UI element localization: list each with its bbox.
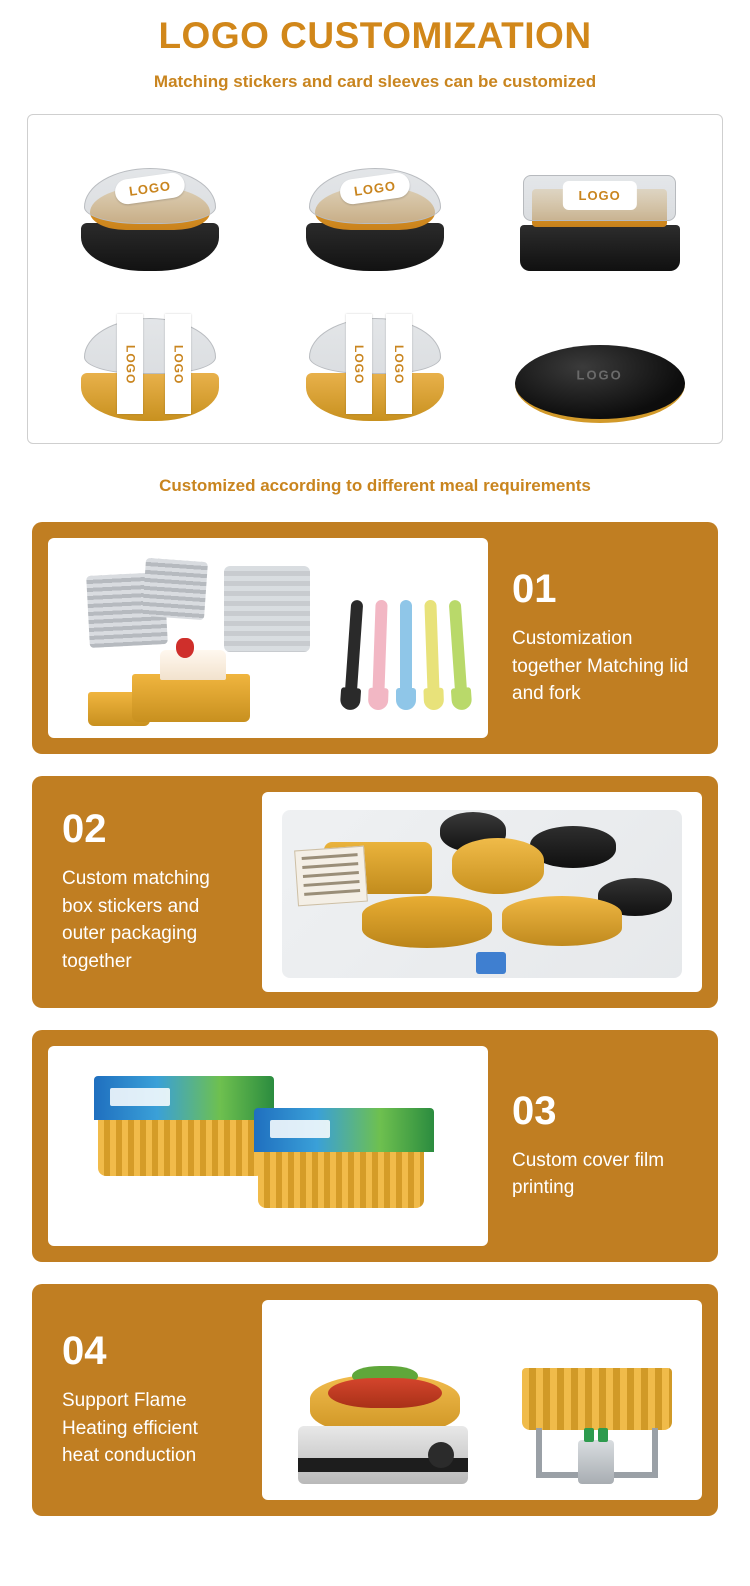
gold-container-icon bbox=[362, 896, 492, 948]
logo-sticker: LOGO bbox=[114, 172, 187, 207]
logo-embossed: LOGO bbox=[576, 367, 623, 383]
card-sleeve-left: LOGO bbox=[117, 314, 143, 414]
bowl-base bbox=[81, 373, 219, 421]
feature-card-03-number: 03 bbox=[512, 1088, 557, 1133]
logo-sticker: LOGO bbox=[338, 172, 411, 207]
gold-pan bbox=[258, 1146, 424, 1208]
trays-lids-and-forks-photo bbox=[48, 538, 488, 738]
feature-card-04 bbox=[32, 1284, 718, 1516]
showcase-item-silver-square-bowl-sleeve bbox=[50, 288, 250, 423]
sealed-gold-trays-printed-film-photo bbox=[48, 1046, 488, 1246]
portable-gas-stove-icon bbox=[298, 1426, 468, 1484]
bulk-packaged-containers-photo bbox=[262, 792, 702, 992]
feature-card-03 bbox=[32, 1030, 718, 1262]
product-illustration bbox=[75, 168, 225, 273]
fuel-cap-icon bbox=[584, 1428, 594, 1442]
fork-yellow-icon bbox=[424, 600, 439, 696]
photo-art bbox=[48, 1046, 488, 1246]
feature-card-04-number: 04 bbox=[62, 1329, 107, 1374]
lid-disc bbox=[515, 345, 685, 423]
showcase-item-black-rectangular-box bbox=[500, 138, 700, 273]
product-illustration bbox=[75, 318, 225, 423]
product-illustration bbox=[300, 168, 450, 273]
feature-card-04-description: Support Flame Heating efficient heat conduction bbox=[62, 1390, 198, 1467]
sealed-tray-icon bbox=[254, 1108, 434, 1212]
fuel-cap-icon bbox=[598, 1428, 608, 1442]
showcase-item-black-round-lid-top-view bbox=[500, 288, 700, 423]
fork-black-icon bbox=[345, 600, 364, 697]
feature-card-02-description: Custom matching box stickers and outer packaging together bbox=[62, 868, 210, 972]
feature-card-01 bbox=[32, 522, 718, 754]
logo-sticker: LOGO bbox=[563, 181, 637, 210]
showcase-item-gold-square-bowl-sleeve bbox=[275, 288, 475, 423]
fuel-canister-icon bbox=[578, 1440, 614, 1484]
card-sleeve-left: LOGO bbox=[346, 314, 372, 414]
page-title: LOGO CUSTOMIZATION bbox=[158, 15, 592, 56]
feature-card-02-text bbox=[48, 809, 248, 975]
feature-card-04-text bbox=[48, 1331, 248, 1470]
gold-container-icon bbox=[452, 838, 544, 894]
product-detail-page bbox=[0, 14, 750, 1586]
bowl-base bbox=[306, 373, 444, 421]
product-illustration bbox=[520, 173, 680, 273]
clear-lid-stack-icon bbox=[224, 566, 310, 652]
feature-cards bbox=[0, 522, 750, 1516]
showcase-row-bottom bbox=[38, 283, 712, 423]
sealed-tray-icon bbox=[94, 1076, 274, 1180]
crayfish-food bbox=[328, 1378, 442, 1408]
gold-pan bbox=[98, 1114, 264, 1176]
logo-showcase-panel bbox=[27, 114, 723, 444]
feature-card-01-description: Customization together Matching lid and fork bbox=[512, 628, 689, 705]
photo-art bbox=[262, 1300, 702, 1500]
showcase-item-black-round-bowl-gold-insert bbox=[50, 138, 250, 273]
showcase-row-top bbox=[38, 133, 712, 273]
feature-card-01-number: 01 bbox=[512, 567, 557, 612]
gold-tray-icon bbox=[132, 674, 250, 722]
dessert-icon bbox=[160, 650, 226, 680]
printed-cover-film bbox=[254, 1108, 434, 1152]
feature-card-02 bbox=[32, 776, 718, 1008]
flame-heating-stove-and-chafer-photo bbox=[262, 1300, 702, 1500]
product-illustration bbox=[300, 318, 450, 423]
feature-card-03-description: Custom cover film printing bbox=[512, 1149, 665, 1199]
photo-art bbox=[262, 792, 702, 992]
clear-lid bbox=[84, 318, 216, 374]
foil-chafing-tray-icon bbox=[522, 1368, 672, 1430]
fork-blue-icon bbox=[400, 600, 412, 696]
blue-sticker-icon bbox=[476, 952, 506, 974]
section-caption: Customized according to different meal requirements bbox=[159, 476, 591, 496]
clear-lid bbox=[309, 318, 441, 374]
feature-card-03-text bbox=[502, 1088, 702, 1202]
product-illustration bbox=[515, 345, 685, 423]
bowl-base bbox=[81, 223, 219, 271]
printed-cover-film bbox=[94, 1076, 274, 1120]
printed-label-icon bbox=[294, 846, 368, 907]
card-sleeve-right: LOGO bbox=[386, 314, 412, 414]
foil-tray-stack-small-icon bbox=[142, 558, 208, 620]
box-base bbox=[520, 225, 680, 271]
fork-green-icon bbox=[449, 600, 468, 697]
fork-pink-icon bbox=[372, 600, 387, 696]
photo-art bbox=[48, 538, 488, 738]
card-sleeve-right: LOGO bbox=[165, 314, 191, 414]
page-subtitle: Matching stickers and card sleeves can be customized bbox=[153, 72, 597, 92]
bowl-base bbox=[306, 223, 444, 271]
feature-card-01-text bbox=[502, 569, 702, 708]
showcase-item-black-round-bowl-wide-lid bbox=[275, 138, 475, 273]
feature-card-02-number: 02 bbox=[62, 807, 107, 852]
gold-container-icon bbox=[502, 896, 622, 946]
